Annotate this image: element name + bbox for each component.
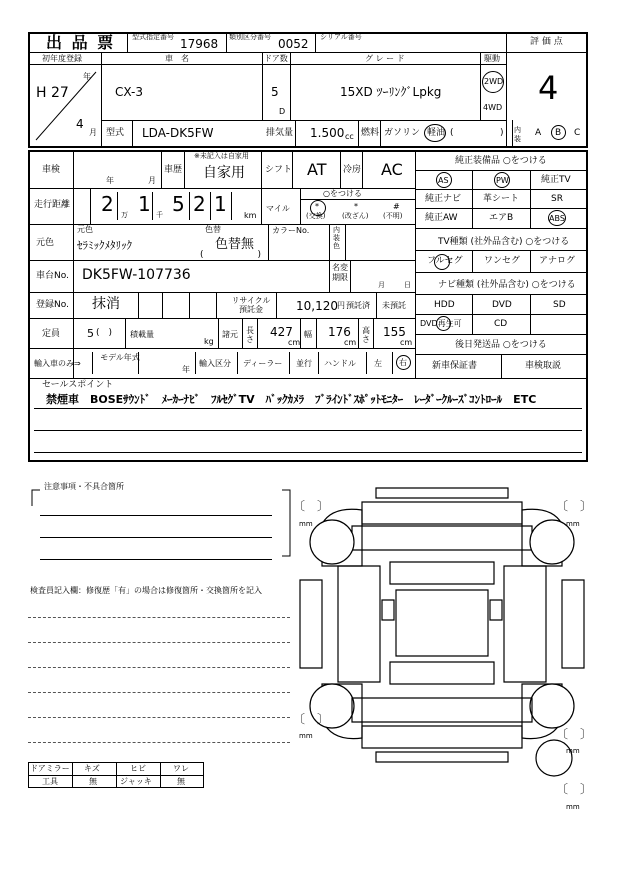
capacity-paren: ( ) (96, 328, 113, 338)
meter-circle-note: ○をつける (323, 189, 362, 198)
class-no: 0052 (278, 37, 309, 51)
length: 427 (270, 325, 293, 339)
first-reg-month-unit: 月 (89, 128, 97, 137)
inspection-label: 車検 (42, 165, 61, 175)
dim-label: 諸元 (222, 330, 238, 339)
width-label: 幅 (304, 330, 312, 339)
equip-abs: ABS (549, 214, 565, 223)
name-change-label: 名変期限 (332, 263, 348, 282)
first-reg-label: 初年度登録 (42, 54, 82, 63)
model-year-unit: 年 (182, 365, 190, 374)
import-parallel: 並行 (296, 359, 312, 368)
capacity-label: 定員 (42, 329, 61, 339)
legend-h4: ワレ (173, 764, 189, 773)
inspection-month-unit: 月 (148, 176, 156, 185)
navi-dvd-play: DVD再生可 (420, 319, 462, 328)
meter-tamper-mark: * (354, 202, 358, 211)
mm-spare: mm (566, 803, 580, 811)
recycle-unit: 円 (337, 301, 345, 310)
mileage-digit-4: 2 (193, 192, 206, 216)
mileage-label: 走行距離 (34, 200, 71, 210)
equip-sr: SR (551, 194, 563, 204)
first-reg-year-unit: 年 (83, 72, 91, 81)
legend-h2: キズ (84, 764, 100, 773)
doors-suffix: D (279, 107, 286, 116)
grade-label: グ レ ー ド (365, 54, 405, 63)
interior-a: A (535, 128, 542, 138)
fuel-diesel: 軽油 (427, 128, 446, 138)
drive-4wd: 4WD (483, 103, 503, 112)
mileage-sen: 千 (156, 211, 163, 219)
meter-unknown: (不明) (383, 212, 403, 220)
legend-h3: ヒビ (130, 764, 146, 773)
meter-exchange: (交換) (306, 212, 326, 220)
equip-pw: PW (496, 176, 509, 185)
reg: 抹消 (92, 296, 120, 312)
import-dealer: ディーラー (243, 359, 283, 368)
bracket-br: 〔 〕 (556, 727, 593, 741)
navi-dvd: DVD (492, 300, 512, 310)
displacement: 1.500 (310, 126, 345, 140)
equip-airbag: エアB (489, 213, 514, 223)
ac: AC (381, 160, 403, 179)
class-no-label: 類別区分番号 (229, 33, 271, 41)
first-reg-era: H 27 (36, 85, 69, 101)
bracket-tr: 〔 〕 (556, 499, 593, 513)
interior-label: 内装 (514, 126, 521, 143)
legend-h1: ドアミラー (30, 764, 70, 773)
navi-label: ナビ種類 (社外品含む) ○をつける (438, 280, 576, 290)
legend-r4: 無 (177, 777, 185, 786)
mileage-digit-3: 5 (172, 192, 185, 216)
form-title: 出 品 票 (46, 33, 116, 52)
caution-bracket (26, 486, 296, 560)
tv-analog: アナログ (539, 256, 576, 266)
meter-tamper: (改ざん) (342, 212, 369, 220)
ext-color-label: 元色 (36, 238, 55, 248)
legend-r1: 工具 (42, 777, 58, 786)
mileage-digit-1: 2 (101, 192, 114, 216)
ac-label: 冷房 (343, 165, 362, 175)
car-name-label: 車 名 (165, 54, 189, 63)
grade: 15XD ﾂｰﾘﾝｸﾞLpkg (340, 85, 442, 99)
navi-hdd: HDD (434, 300, 455, 310)
orig-color: ｾﾗﾐｯｸﾒﾀﾘｯｸ (77, 239, 132, 252)
int-color-label: 内装色 (333, 226, 340, 250)
model-year-label: モデル年式 (100, 353, 140, 362)
repaint-paren: ( ) (200, 250, 262, 260)
equip-leather: 革シート (483, 194, 520, 204)
later-label: 後日発送品 ○をつける (455, 340, 547, 350)
later-manual: 車検取説 (525, 361, 562, 371)
caution-label: 注意事項・不具合箇所 (44, 482, 124, 491)
recycle-status2: 未預託 (382, 301, 406, 310)
doors-label: ドア数 (264, 54, 288, 63)
mileage-man: 万 (121, 211, 128, 219)
len-label: 長さ (246, 326, 254, 344)
repaint: 色替無 (215, 237, 255, 252)
history-note: ※未記入は自家用 (194, 152, 249, 160)
tv-oneseg: ワンセグ (484, 256, 521, 266)
name-change-day: 日 (404, 281, 411, 289)
car-name: CX-3 (115, 85, 143, 99)
repaint-label: 色替 (205, 225, 221, 234)
reg-label: 登録No. (36, 300, 69, 310)
mileage-digit-2: 1 (138, 192, 151, 216)
height-label: 高さ (362, 326, 370, 344)
height-cm: cm (400, 338, 413, 347)
legend-r2: 無 (89, 777, 97, 786)
equip-aw: 純正AW (425, 213, 458, 223)
mileage-km: km (244, 211, 257, 220)
load-label: 積載量 (130, 330, 154, 339)
equip-navi: 純正ナビ (425, 194, 462, 204)
first-reg-month: 4 (76, 117, 84, 131)
fuel-paren-open: ( (450, 128, 454, 138)
mm-tr: mm (566, 520, 580, 528)
fuel-label: 燃料 (361, 128, 380, 138)
bracket-spare: 〔 〕 (556, 782, 593, 796)
mm-bl: mm (299, 732, 313, 740)
load-kg: kg (204, 337, 214, 346)
chassis-label: 車台No. (36, 271, 69, 281)
type-no: 17968 (180, 37, 219, 51)
tv-fullseg: フルセグ (427, 256, 463, 266)
later-warranty: 新車保証書 (432, 361, 478, 371)
interior-b: B (555, 128, 562, 138)
displacement-label: 排気量 (266, 128, 294, 138)
bracket-bl: 〔 〕 (293, 712, 330, 726)
capacity: 5 (87, 327, 94, 340)
mile-label: マイル (266, 204, 290, 213)
type-no-label: 型式指定番号 (132, 33, 174, 41)
sales-text: 禁煙車 BOSEｻｳﾝﾄﾞ ﾒｰｶｰﾅﾋﾞ ﾌﾙｾｸﾞTV ﾊﾞｯｸｶﾒﾗ ﾌﾞﾗｲﾝﾄﾞｽﾎﾟｯﾄﾓﾆﾀｰ ﾚｰﾀﾞｰｸﾙｰｽﾞｺﾝﾄﾛｰﾙ ETC (46, 393, 537, 406)
navi-sd: SD (553, 300, 566, 310)
inspection-year-unit: 年 (106, 176, 114, 185)
fuel-paren-close: ) (500, 128, 504, 138)
handle-left: 左 (374, 359, 382, 368)
navi-cd: CD (494, 319, 508, 329)
meter-exchange-mark: * (315, 202, 319, 211)
drive-2wd: 2WD (484, 77, 504, 86)
recycle-label: リサイクル預託金 (231, 296, 271, 314)
mm-tl: mm (299, 520, 313, 528)
tv-label: TV種類 (社外品含む) ○をつける (438, 237, 570, 247)
orig-color-label: 元色 (77, 225, 93, 234)
equip-as: AS (438, 176, 449, 185)
legend-r3: ジャッキ (120, 777, 152, 786)
import-label: 輸入車のみ⇒ (34, 359, 81, 368)
color-no-label: カラーNo. (272, 226, 310, 235)
serial-label: シリアル番号 (320, 33, 362, 41)
displacement-unit: cc (345, 132, 354, 141)
sales-label: セールスポイント (42, 380, 114, 390)
genuine-label: 純正装備品 ○をつける (455, 156, 547, 166)
length-cm: cm (288, 338, 301, 347)
meter-unknown-mark: # (393, 202, 400, 211)
fuel-gas: ガソリン (384, 128, 421, 138)
doors: 5 (271, 85, 279, 99)
bracket-tl: 〔 〕 (293, 499, 330, 513)
chassis: DK5FW-107736 (82, 267, 191, 283)
car-diagram (292, 480, 592, 810)
interior-c: C (574, 128, 581, 138)
recycle-status1: 預託済 (346, 301, 370, 310)
model-label: 型式 (106, 128, 125, 138)
width: 176 (328, 325, 351, 339)
drive-label: 駆動 (484, 54, 500, 63)
eval-label: 評 価 点 (530, 37, 563, 47)
mileage-digit-5: 1 (214, 192, 227, 216)
eval-score: 4 (538, 69, 559, 107)
handle-label: ハンドル (324, 359, 356, 368)
width-cm: cm (344, 338, 357, 347)
handle-right: 右 (399, 358, 407, 367)
shift: AT (307, 160, 327, 179)
inspector-label: 検査員記入欄：修復歴「有」の場合は修復箇所・交換箇所を記入 (30, 586, 262, 595)
model: LDA-DK5FW (142, 126, 214, 140)
recycle: 10,120 (296, 299, 338, 313)
equip-tv: 純正TV (541, 175, 571, 185)
shift-label: シフト (265, 165, 293, 175)
import-type-label: 輸入区分 (199, 359, 231, 368)
mm-br: mm (566, 747, 580, 755)
history: 自家用 (203, 165, 245, 181)
height: 155 (383, 325, 406, 339)
history-label: 車歴 (164, 165, 183, 175)
name-change-month: 月 (378, 281, 385, 289)
